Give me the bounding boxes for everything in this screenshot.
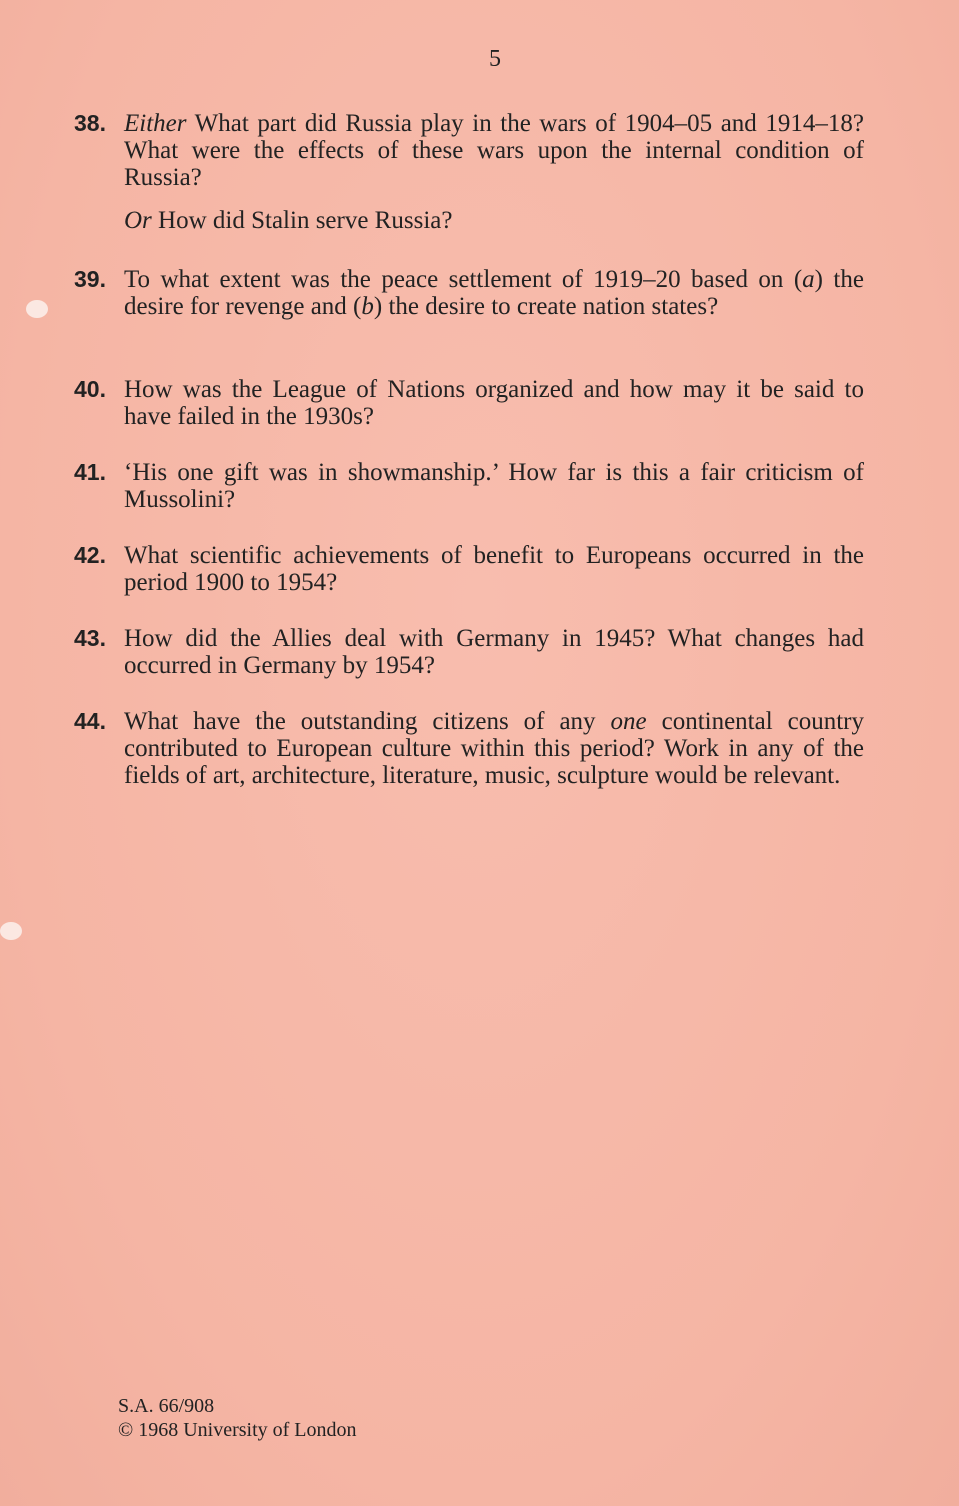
either-word: Either (124, 110, 187, 137)
question-text-part: ) the desire to create nation states? (373, 293, 719, 320)
question-number: 41. (74, 459, 106, 485)
page-footer (118, 1394, 357, 1442)
page-number: 5 (489, 46, 501, 72)
question-text-either: What part did Russia play in the wars of 1904–05 and 1914–18? What were the effects of these wars upon the internal condition of Russia? (124, 110, 864, 191)
question-number: 40. (74, 376, 106, 402)
question-text-or: How did Stalin serve Russia? (151, 207, 453, 234)
question-39 (74, 266, 864, 320)
or-word: Or (124, 207, 152, 234)
question-number: 38. (74, 110, 106, 136)
question-text-part: ) the desire for revenge and ( (124, 266, 864, 320)
question-text: How was the League of Nations organized and how may it be said to have failed in the 1930s? (124, 376, 864, 430)
question-number: 42. (74, 542, 106, 568)
question-or-text (124, 207, 864, 234)
question-text-part: What have the outstanding citizens of any (124, 708, 611, 735)
question-text: How did the Allies deal with Germany in 1945? What changes had occurred in Germany by 1954? (124, 625, 864, 679)
question-40 (74, 376, 864, 430)
question-43 (74, 625, 864, 679)
paper-code: S.A. 66/908 (118, 1395, 215, 1417)
question-text (124, 266, 864, 320)
question-number: 43. (74, 625, 106, 651)
punch-hole (26, 300, 48, 318)
question-text-part: continental country contributed to European culture within this period? Work in any of the fields of art, architecture, literature, music, sculpture would be relevant. (124, 708, 864, 789)
question-44 (74, 708, 864, 789)
question-text: ‘His one gift was in showmanship.’ How far is this a fair criticism of Mussolini? (124, 459, 864, 513)
question-text (124, 708, 864, 789)
option-a: a (802, 266, 815, 293)
emphasis-one: one (610, 708, 647, 735)
punch-hole (0, 922, 22, 940)
question-42 (74, 542, 864, 596)
question-text (124, 110, 864, 191)
copyright-notice: © 1968 University of London (118, 1419, 357, 1441)
option-b: b (361, 293, 374, 320)
question-number: 44. (74, 708, 106, 734)
question-text: What scientific achievements of benefit to Europeans occurred in the period 1900 to 1954? (124, 542, 864, 596)
question-38 (74, 110, 864, 234)
question-41 (74, 459, 864, 513)
question-text-part: To what extent was the peace settlement of 1919–20 based on ( (124, 266, 803, 293)
question-number: 39. (74, 266, 106, 292)
